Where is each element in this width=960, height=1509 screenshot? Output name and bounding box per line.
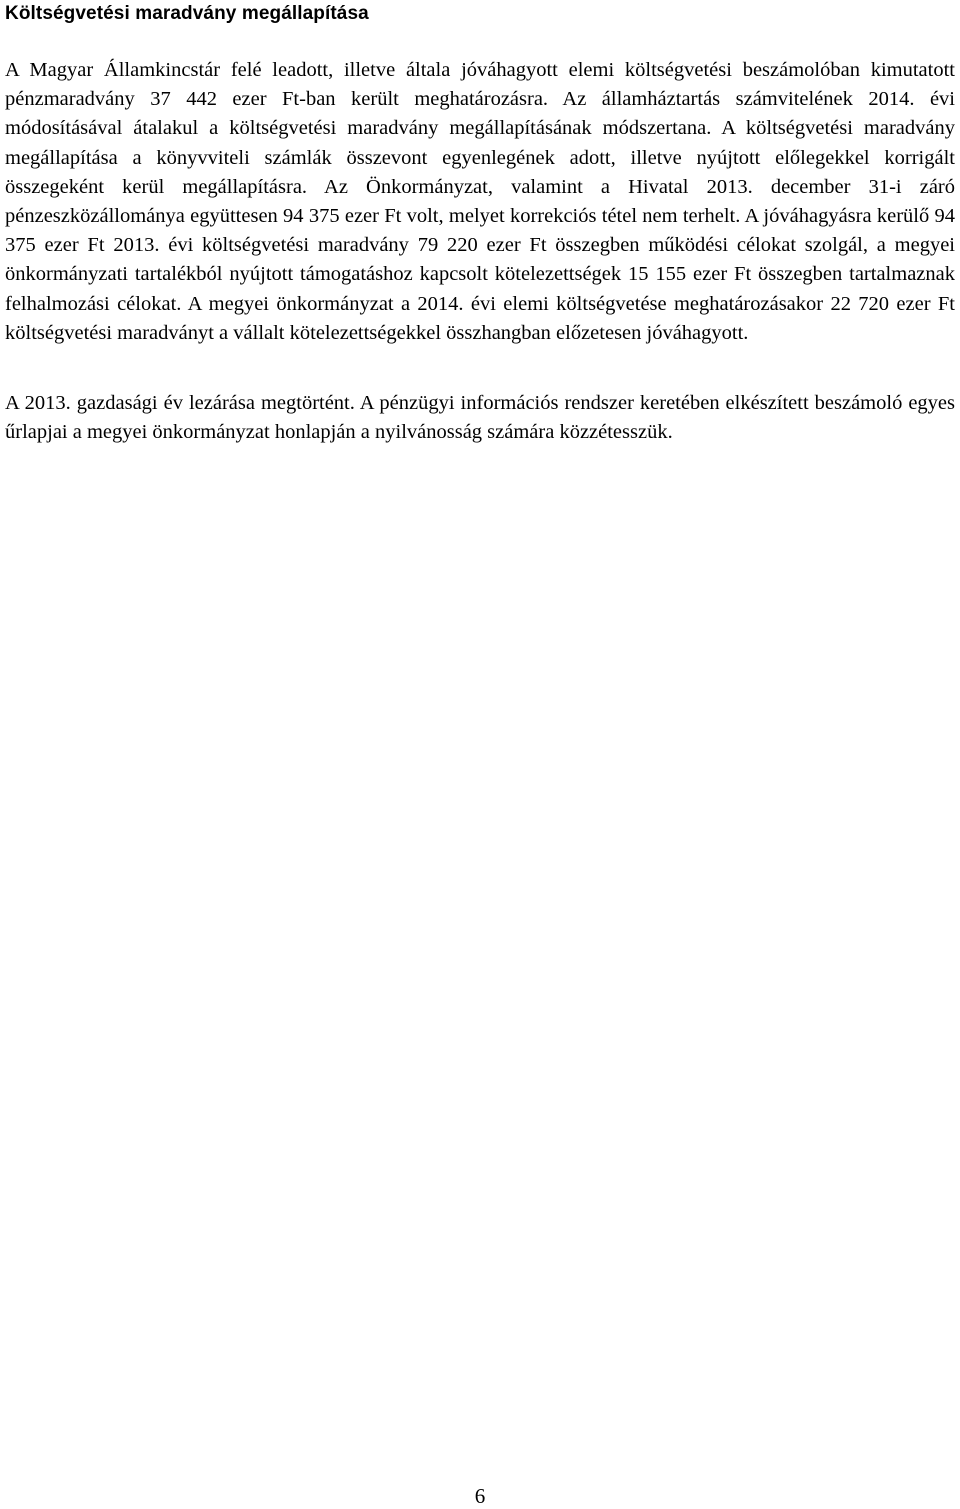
section-heading: Költségvetési maradvány megállapítása xyxy=(5,3,369,24)
body-paragraph-remainder: A Magyar Államkincstár felé leadott, illetve általa jóváhagyott elemi költségvetési beszámolóban kimutatott pénzmaradvány 37 442 ezer Ft-ban került meghatározásra. Az államháztartás számvitelének 2014. évi módosításával átalakul a költségvetési maradvány megállapításának módszertana. A költségvetési maradvány megállapítása a könyvviteli számlák összevont egyenlegének adott, illetve nyújtott előlegekkel korrigált összegeként kerül megállapításra. Az Önkormányzat, valamint a Hivatal 2013. december 31-i záró pénzeszközállománya együttesen 94 375 ezer Ft volt, melyet korrekciós tétel nem terhelt. A jóváhagyásra kerülő 94 375 ezer Ft 2013. évi költségvetési maradvány 79 220 ezer Ft összegben működési célokat szolgál, a megyei önkormányzati tartalékból nyújtott támogatáshoz kapcsolt kötelezettségek 15 155 ezer Ft összegben tartalmaznak felhalmozási célokat. A megyei önkormányzat a 2014. évi elemi költségvetése meghatározásakor 22 720 ezer Ft költségvetési maradványt a vállalt kötelezettségekkel összhangban előzetesen jóváhagyott. xyxy=(5,59,955,344)
document-page xyxy=(5,0,955,447)
page-number: 6 xyxy=(474,1484,486,1508)
body-paragraph-closing: A 2013. gazdasági év lezárása megtörtént. A pénzügyi információs rendszer keretében elkészített beszámoló egyes űrlapjai a megyei önkormányzat honlapján a nyilvánosság számára közzétesszük. xyxy=(5,392,955,444)
